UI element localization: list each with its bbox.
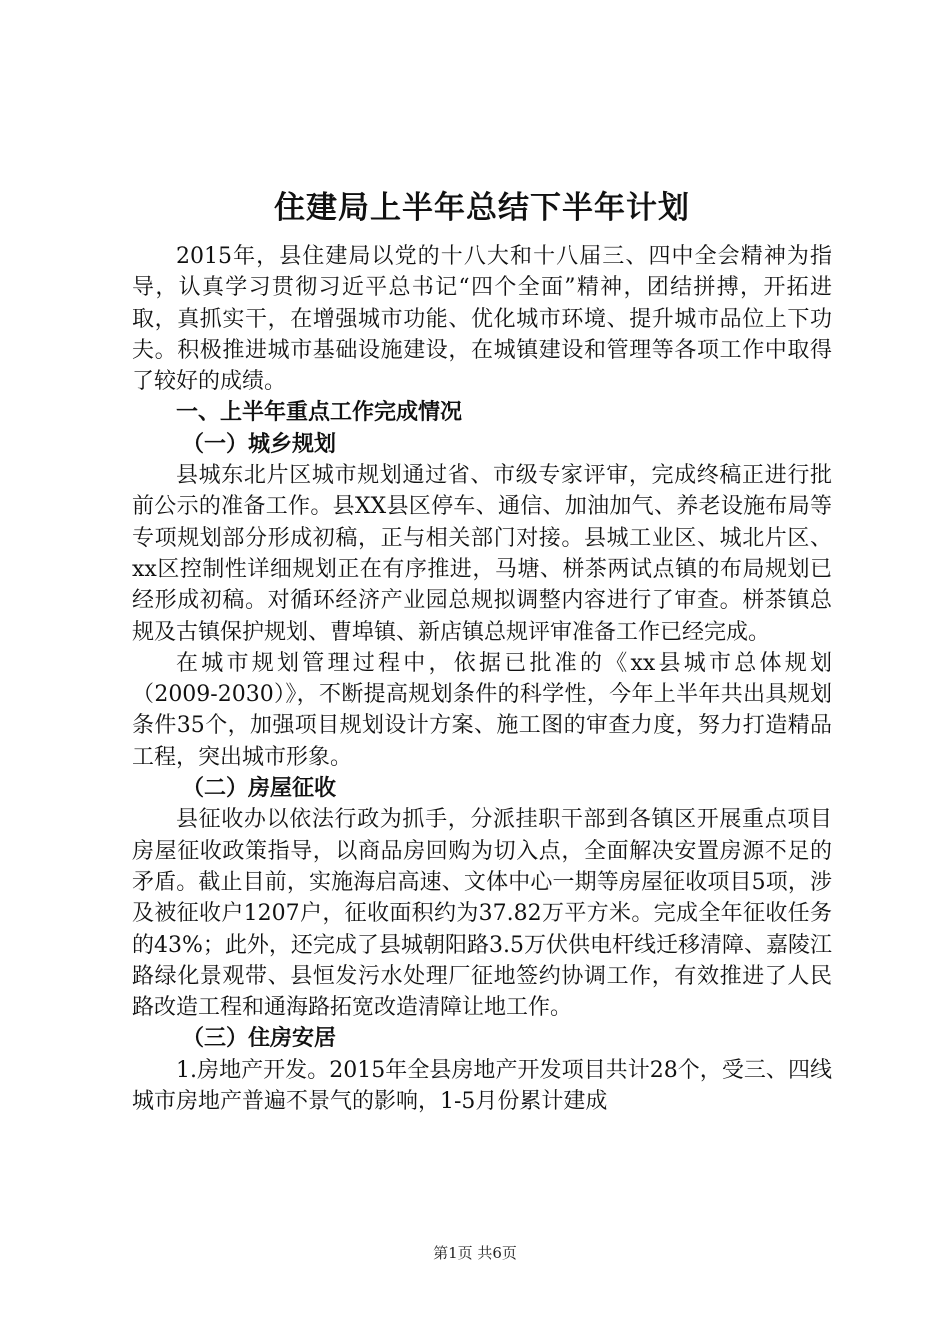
housing-paragraph: 1.房地产开发。2015年全县房地产开发项目共计28个，受三、四线城市房地产普遍不景气的影响，1-5月份累计建成 (132, 1057, 832, 1115)
document-body (132, 185, 832, 1117)
page-footer: 第1页 共6页 (433, 1244, 517, 1262)
planning-paragraph-1: 县城东北片区城市规划通过省、市级专家评审，完成终稿正进行批前公示的准备工作。县XX县区停车、通信、加油加气、养老设施布局等专项规划部分形成初稿，正与相关部门对接。县城工业区、城北片区、xx区控制性详细规划正在有序推进，马塘、栟茶两试点镇的布局规划已经形成初稿。对循环经济产业园总规拟调整内容进行了审查。栟茶镇总规及古镇保护规划、曹埠镇、新店镇总规评审准备工作已经完成。 (132, 463, 832, 645)
subsection-heading-urban-rural-planning: （一）城乡规划 (182, 431, 337, 457)
subsection-heading-housing-expropriation: （二）房屋征收 (182, 776, 337, 802)
expropriation-paragraph: 县征收办以依法行政为抓手，分派挂职干部到各镇区开展重点项目房屋征收政策指导，以商品房回购为切入点，全面解决安置房源不足的矛盾。截止目前，实施海启高速、文体中心一期等房屋征收项目5项，涉及被征收户1207户，征收面积约为37.82万平方米。完成全年征收任务的43%；此外，还完成了县城朝阳路3.5万伏供电杆线迁移清障、嘉陵江路绿化景观带、县恒发污水处理厂征地签约协调工作，有效推进了人民路改造工程和通海路拓宽改造清障让地工作。 (132, 807, 832, 1021)
section-heading-first-half-work: 一、上半年重点工作完成情况 (176, 400, 463, 426)
subsection-heading-housing-settlement: （三）住房安居 (182, 1026, 337, 1052)
document-title: 住建局上半年总结下半年计划 (274, 190, 690, 226)
intro-paragraph: 2015年，县住建局以党的十八大和十八届三、四中全会精神为指导，认真学习贯彻习近平总书记“四个全面”精神，团结拼搏，开拓进取，真抓实干，在增强城市功能、优化城市环境、提升城市品位上下功夫。积极推进城市基础设施建设，在城镇建设和管理等各项工作中取得了较好的成绩。 (132, 244, 832, 395)
planning-paragraph-2: 在城市规划管理过程中，依据已批准的《xx县城市总体规划（2009-2030）》，不断提高规划条件的科学性，今年上半年共出具规划条件35个，加强项目规划设计方案、施工图的审查力度，努力打造精品工程，突出城市形象。 (132, 650, 832, 770)
